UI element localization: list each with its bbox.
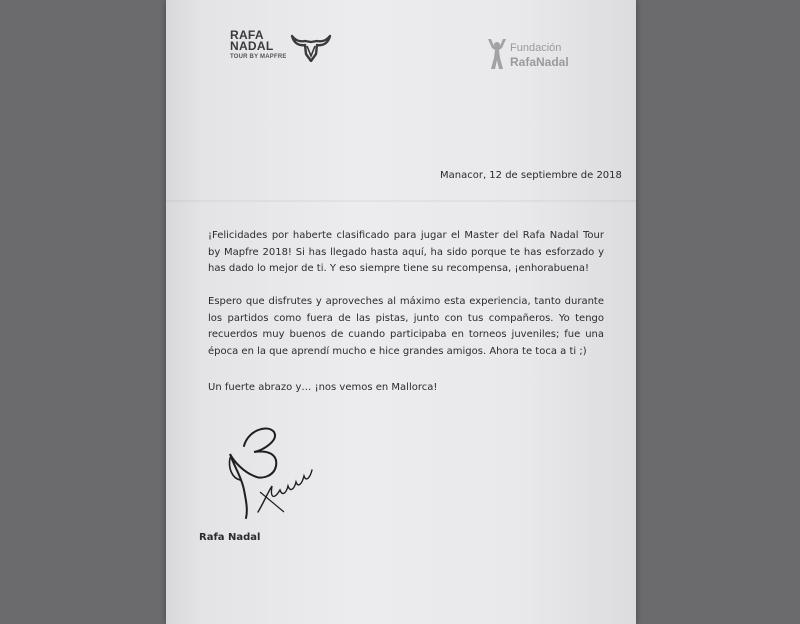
letter-date: Manacor, 12 de septiembre de 2018 xyxy=(440,170,622,181)
logo-wordmark xyxy=(230,30,274,52)
foundation-name-line1: Fundación xyxy=(510,42,562,54)
letter-paragraph-1: ¡Felicidades por haberte clasificado para jugar el Master del Rafa Nadal Tour by Mapfre 2018! Si has llegado hasta aquí, ha sido porque te has esforzado y has dado lo mejor de ti. Y eso siempre tiene su recompensa, ¡enhorabuena! xyxy=(208,230,604,275)
bull-icon xyxy=(288,32,334,62)
handwritten-signature xyxy=(224,420,324,530)
signer-name: Rafa Nadal xyxy=(199,532,261,543)
foundation-name-line2: RafaNadal xyxy=(510,55,569,69)
letter-page xyxy=(166,0,636,624)
fundacion-rafa-nadal-logo xyxy=(486,38,586,74)
letter-paragraph-2: Espero que disfrutes y aproveches al máximo esta experiencia, tanto durante los partidos como fuera de las pistas, junto con tus compañeros. Yo tengo recuerdos muy buenos de cuando participaba en torneos juveniles; fue una época en la que aprendí mucho e hice grandes amigos. Ahora te toca a ti ;) xyxy=(208,296,604,357)
logo-line-nadal: NADAL xyxy=(230,39,274,53)
logo-line-rafa: RAFA xyxy=(230,28,264,42)
logo-subtitle: TOUR BY MAPFRE xyxy=(230,54,287,60)
letter-closing: Un fuerte abrazo y… ¡nos vemos en Mallorca! xyxy=(208,382,438,393)
raised-arms-figure-icon xyxy=(486,38,508,70)
rafa-nadal-tour-logo xyxy=(230,30,340,70)
